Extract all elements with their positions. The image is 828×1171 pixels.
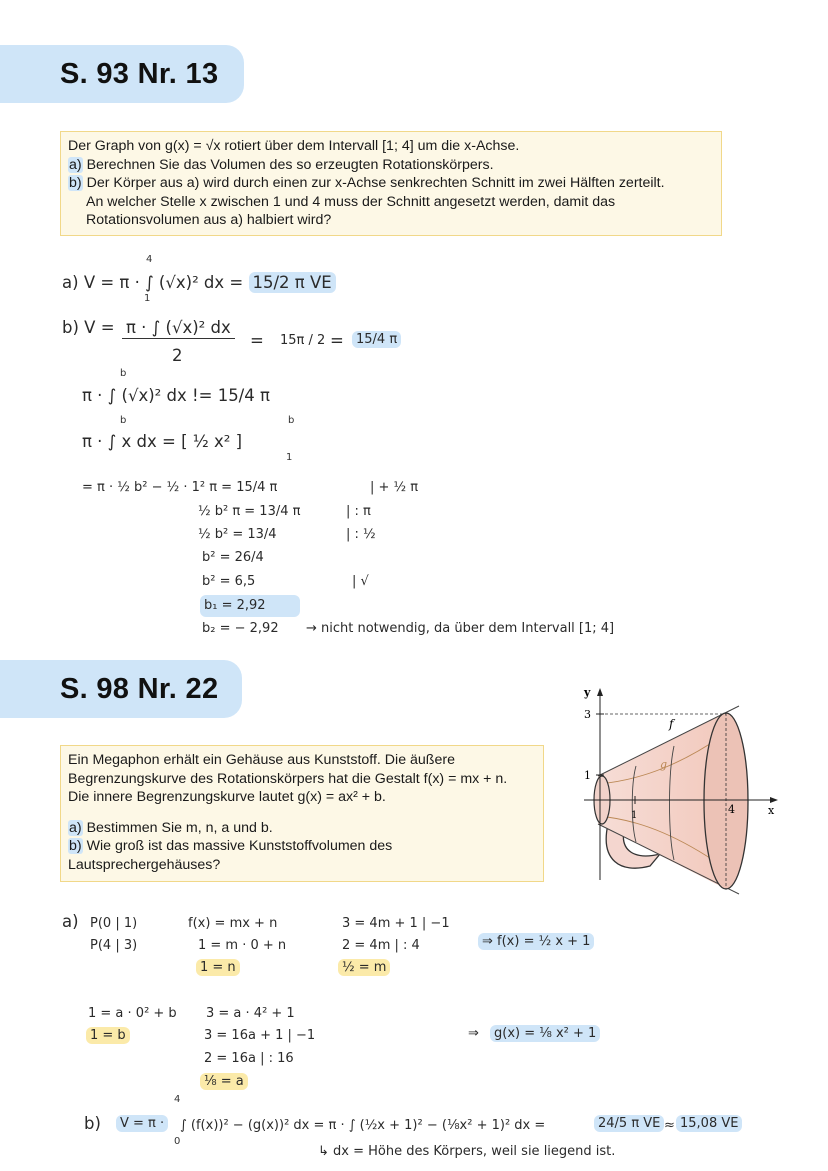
lim-b-3: b: [288, 415, 295, 426]
sol1-line7: ½ b² = 13/4: [198, 527, 277, 542]
task2-a-label: a): [69, 819, 82, 836]
sol1-a-expr: V = π · ∫ (√x)² dx =: [83, 273, 244, 292]
task1-a-label: a): [69, 156, 82, 173]
section-title-2: S. 98 Nr. 22: [60, 672, 219, 705]
sol1-b-denom: 2: [172, 346, 183, 365]
sol2-p2: P(4 | 3): [90, 938, 138, 953]
task-box-2: [60, 745, 544, 882]
sol1-line9: b² = 6,5: [202, 574, 256, 589]
task1-b-line1: Der Körper aus a) wird durch einen zur x-Achse senkrechten Schnitt im zwei Hälften zerteilt.: [86, 175, 665, 191]
sol1-line6-op: | : π: [346, 504, 371, 519]
sol2-f-res-wrap: [478, 932, 594, 952]
sol2-a-label: a): [62, 912, 79, 931]
sol2-g-sub: 1 = a · 0² + b: [88, 1006, 177, 1021]
sol1-line5-op: | + ½ π: [370, 480, 419, 495]
sol2-a-res: ⅛ = a: [200, 1073, 248, 1090]
lim-1: 1: [286, 452, 293, 463]
sol1-b-eq1: 15π / 2: [280, 333, 326, 348]
sol2-v-res2-wrap: [676, 1114, 742, 1134]
sol2-m-res: ½ = m: [338, 959, 390, 976]
sol1-line3: π · ∫ (√x)² dx != 15/4 π: [82, 386, 270, 405]
sol2-a-wrap: [200, 1072, 248, 1092]
sol2-v-res1: 24/5 π VE: [594, 1115, 664, 1132]
sol2-ga3: 2 = 16a | : 16: [204, 1051, 294, 1066]
sol1-b-numer: π · ∫ (√x)² dx: [122, 318, 235, 339]
task2-b-line2: Lautsprechergehäuses?: [68, 856, 221, 873]
sol2-v-approx: ≈: [664, 1118, 675, 1133]
tick-1x: 1: [631, 810, 638, 821]
task1-intro: Der Graph von g(x) = √x rotiert über dem Intervall [1; 4] um die x-Achse.: [68, 138, 520, 154]
task1-b-label: b): [69, 175, 82, 191]
sol2-f-def: f(x) = mx + n: [188, 916, 278, 931]
sol2-n-wrap: [196, 958, 240, 978]
sol1-line9-op: | √: [352, 574, 369, 589]
task2-b-label: b): [69, 838, 82, 854]
sol2-ga1: 3 = a · 4² + 1: [206, 1006, 295, 1021]
sol2-eq1: 3 = 4m + 1 | −1: [342, 916, 450, 931]
x-axis-label: x: [768, 804, 775, 817]
sol1-line7-op: | : ½: [346, 527, 376, 542]
task1-b-line3: Rotationsvolumen aus a) halbiert wird?: [86, 212, 332, 228]
sol1-b-result: 15/4 π: [352, 331, 401, 348]
sol2-lim-l: 0: [174, 1136, 181, 1147]
y-axis-label: y: [584, 686, 591, 699]
task2-a-text: Bestimmen Sie m, n, a und b.: [86, 819, 273, 836]
sol1-line10: b₁ = 2,92: [200, 595, 300, 617]
sol2-n-res: 1 = n: [196, 959, 240, 976]
sol1-line6: ½ b² π = 13/4 π: [198, 504, 301, 519]
sol2-g-arrow: ⇒: [468, 1026, 479, 1041]
label-g: g: [660, 758, 668, 771]
sol1-line8: b² = 26/4: [202, 550, 264, 565]
sol2-g-res-wrap: [490, 1024, 600, 1044]
sol2-v-int: ∫ (f(x))² − (g(x))² dx = π · ∫ (½x + 1)² − (⅛x² + 1)² dx =: [180, 1118, 546, 1133]
sol1-line10-wrap: [200, 595, 296, 617]
sol2-f-res: ⇒ f(x) = ½ x + 1: [478, 933, 594, 950]
task2-line2: Begrenzungskurve des Rotationskörpers hat die Gestalt f(x) = mx + n.: [68, 770, 508, 787]
sol2-p1: P(0 | 1): [90, 916, 138, 931]
label-f: f: [669, 717, 674, 731]
section-title-banner-1: [0, 45, 244, 103]
sol1-a-line: [62, 273, 336, 293]
section-title-banner-2: [0, 660, 242, 718]
sol2-v-note: ↳ dx = Höhe des Körpers, weil sie liegend ist.: [318, 1144, 616, 1159]
lim-b-2: b: [120, 415, 127, 426]
task2-line1: Ein Megaphon erhält ein Gehäuse aus Kunststoff. Die äußere: [68, 752, 455, 768]
tick-1y: 1: [584, 769, 591, 782]
sol1-line11: b₂ = − 2,92: [202, 621, 279, 636]
megaphone-figure: [574, 684, 784, 896]
task1-b-line2: An welcher Stelle x zwischen 1 und 4 muss der Schnitt angesetzt werden, damit das: [86, 193, 616, 210]
sol2-g-res: g(x) = ⅛ x² + 1: [490, 1025, 600, 1042]
sol2-m-wrap: [338, 958, 390, 978]
sol2-b-label: b): [84, 1114, 101, 1133]
sol2-ga2: 3 = 16a + 1 | −1: [204, 1028, 316, 1043]
sol2-f-sub: 1 = m · 0 + n: [198, 938, 287, 953]
task2-b-line1: Wie groß ist das massive Kunststoffvolumen des: [86, 838, 393, 854]
section-title-1: S. 93 Nr. 13: [60, 57, 219, 90]
lim-upper-a: 4: [146, 254, 153, 265]
sol2-b-res: 1 = b: [86, 1027, 130, 1044]
sol2-v-lhs-wrap: [116, 1114, 168, 1134]
tick-4: 4: [728, 803, 735, 816]
sol1-b-label-line: b) V =: [62, 318, 115, 337]
sol1-line11-note: → nicht notwendig, da über dem Intervall [1; 4]: [306, 621, 615, 636]
sol1-line5: = π · ½ b² − ½ · 1² π = 15/4 π: [82, 480, 278, 495]
sol2-v-res2: 15,08 VE: [676, 1115, 742, 1132]
sol1-b-eq-sign: =: [250, 331, 264, 350]
task1-a-text: Berechnen Sie das Volumen des so erzeugten Rotationskörpers.: [86, 156, 494, 173]
sol2-v-lhs: V = π ·: [116, 1115, 168, 1132]
sol1-a-label: a): [62, 273, 79, 292]
task-box-1: [60, 131, 722, 236]
sol1-b-result-wrap: [352, 330, 401, 350]
lim-lower-a: 1: [144, 293, 151, 304]
task2-line3: Die innere Begrenzungskurve lautet g(x) = ax² + b.: [68, 789, 386, 805]
sol2-v-res1-wrap: [594, 1114, 664, 1134]
tick-3: 3: [584, 708, 591, 721]
sol2-b-wrap: [86, 1026, 130, 1046]
sol1-a-result: 15/2 π VE: [249, 272, 336, 293]
sol1-b-eq-sign2: =: [330, 331, 344, 350]
sol2-eq2: 2 = 4m | : 4: [342, 938, 420, 953]
lim-b-1: b: [120, 368, 127, 379]
sol1-b-label: b): [62, 318, 79, 337]
sol1-line4: π · ∫ x dx = [ ½ x² ]: [82, 432, 243, 451]
sol2-lim-u: 4: [174, 1094, 181, 1105]
